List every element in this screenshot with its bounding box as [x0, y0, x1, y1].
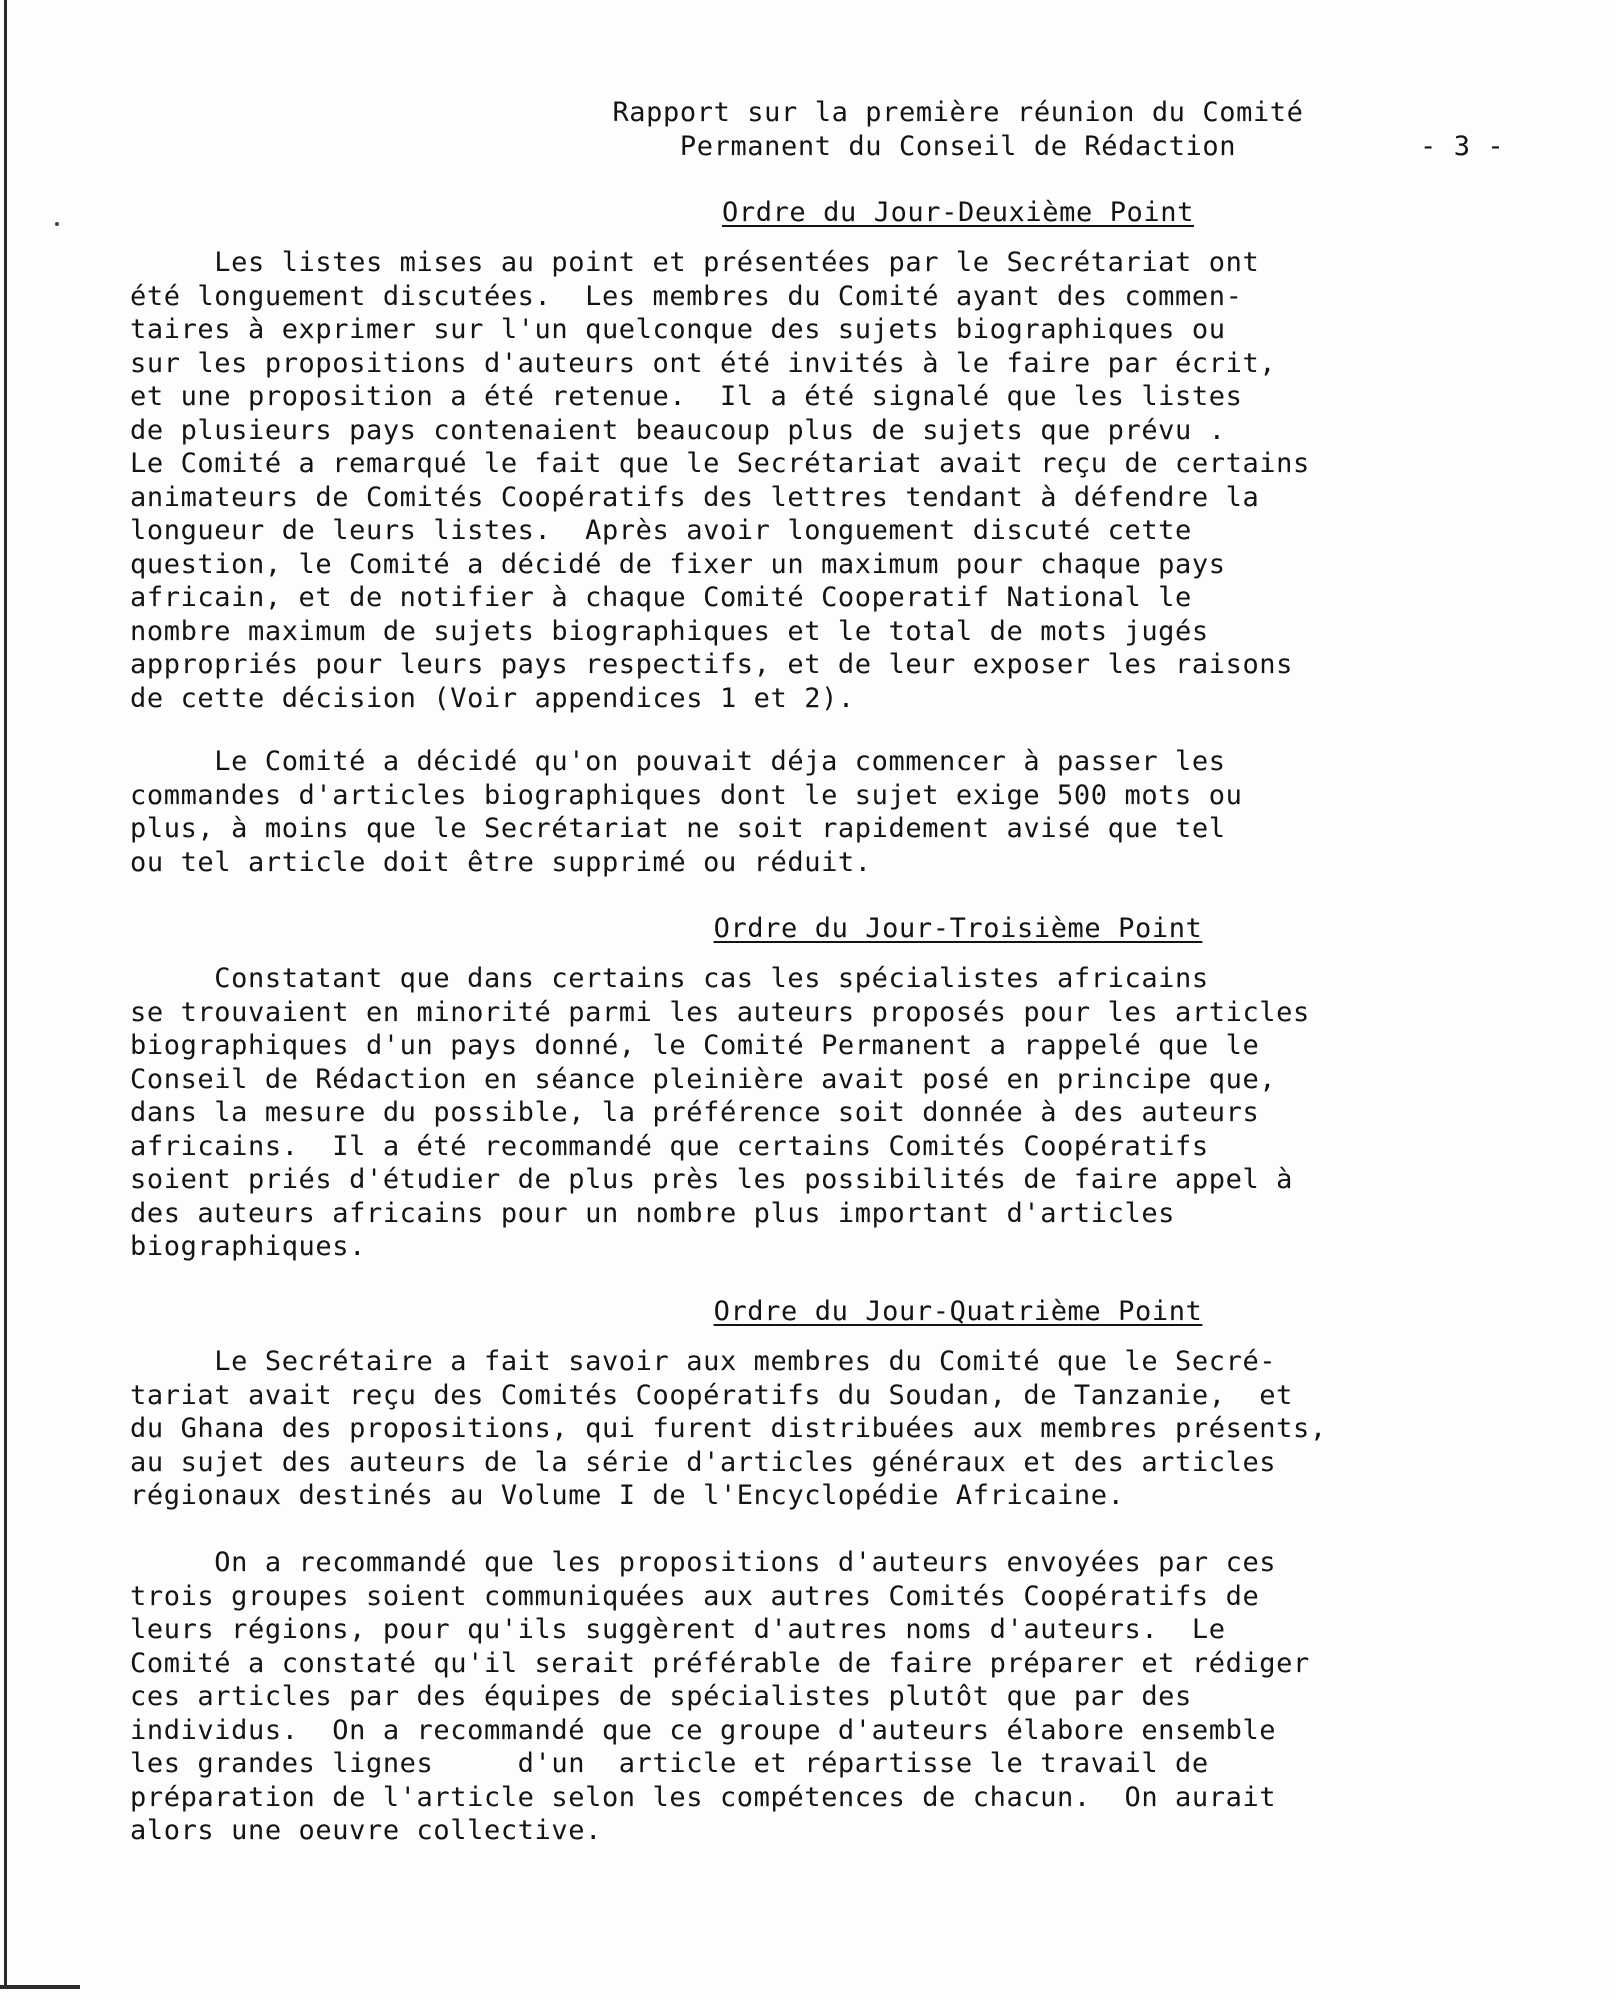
report-header	[548, 96, 1368, 163]
scan-speck	[55, 222, 59, 226]
text-line: trois groupes soient communiquées aux autres Comités Coopératifs de	[130, 1580, 1260, 1612]
text-line: longueur de leurs listes. Après avoir longuement discuté cette	[130, 515, 1192, 546]
paragraph-deuxieme-point-1	[130, 246, 1530, 715]
text-line: appropriés pour leurs pays respectifs, et de leur exposer les raisons	[130, 649, 1294, 680]
paragraph-deuxieme-point-2	[130, 745, 1530, 879]
text-line: question, le Comité a décidé de fixer un maximum pour chaque pays	[130, 548, 1226, 580]
text-line: Les listes mises au point et présentées par le Secrétariat ont	[130, 247, 1260, 278]
text-line: Conseil de Rédaction en séance pleinière avait posé en principe que,	[130, 1063, 1277, 1095]
text-line: de plusieurs pays contenaient beaucoup plus de sujets que prévu .	[130, 414, 1226, 446]
text-line: africain, et de notifier à chaque Comité Cooperatif National le	[130, 582, 1192, 613]
text-line: taires à exprimer sur l'un quelconque des sujets biographiques ou	[130, 314, 1226, 345]
text-line: africains. Il a été recommandé que certains Comités Coopératifs	[130, 1130, 1209, 1162]
text-line: les grandes lignes d'un article et répartisse le travail de	[130, 1748, 1209, 1779]
text-line: Le Secrétaire a fait savoir aux membres du Comité que le Secré-	[130, 1346, 1277, 1377]
scan-edge-rule	[4, 0, 7, 1985]
paragraph-troisieme-point-1	[130, 962, 1530, 1264]
text-line: animateurs de Comités Coopératifs des lettres tendant à défendre la	[130, 481, 1260, 513]
text-line: dans la mesure du possible, la préférence soit donnée à des auteurs	[130, 1097, 1260, 1128]
text-line: préparation de l'article selon les compétences de chacun. On aurait	[130, 1781, 1277, 1813]
text-line: régionaux destinés au Volume I de l'Encyclopédie Africaine.	[130, 1480, 1125, 1511]
text-line: biographiques.	[130, 1231, 366, 1262]
text-line: et une proposition a été retenue. Il a été signalé que les listes	[130, 381, 1243, 412]
section-heading-deuxieme-point: Ordre du Jour-Deuxième Point	[722, 197, 1194, 228]
text-line: sur les propositions d'auteurs ont été invités à le faire par écrit,	[130, 347, 1277, 379]
report-title-line-1: Rapport sur la première réunion du Comité	[612, 97, 1304, 128]
report-title-line-2: Permanent du Conseil de Rédaction	[679, 130, 1237, 162]
text-line: ces articles par des équipes de spécialistes plutôt que par des	[130, 1681, 1192, 1712]
text-line: ou tel article doit être supprimé ou réduit.	[130, 846, 872, 878]
text-line: nombre maximum de sujets biographiques et le total de mots jugés	[130, 615, 1209, 647]
text-line: individus. On a recommandé que ce groupe d'auteurs élabore ensemble	[130, 1714, 1277, 1746]
text-line: Constatant que dans certains cas les spécialistes africains	[130, 963, 1209, 994]
text-line: du Ghana des propositions, qui furent distribuées aux membres présents,	[130, 1413, 1327, 1444]
text-line: de cette décision (Voir appendices 1 et 2).	[130, 682, 855, 714]
text-line: Le Comité a remarqué le fait que le Secrétariat avait reçu de certains	[130, 448, 1310, 479]
paragraph-quatrieme-point-1	[130, 1345, 1530, 1513]
text-line: se trouvaient en minorité parmi les auteurs proposés pour les articles	[130, 996, 1310, 1028]
section-heading-quatrieme-point: Ordre du Jour-Quatrième Point	[713, 1296, 1203, 1327]
text-line: Le Comité a décidé qu'on pouvait déja commencer à passer les	[130, 746, 1226, 777]
text-line: alors une oeuvre collective.	[130, 1815, 602, 1846]
text-line: leurs régions, pour qu'ils suggèrent d'autres noms d'auteurs. Le	[130, 1614, 1226, 1645]
text-line: au sujet des auteurs de la série d'articles généraux et des articles	[130, 1446, 1277, 1478]
text-line: biographiques d'un pays donné, le Comité Permanent a rappelé que le	[130, 1030, 1260, 1061]
text-line: tariat avait reçu des Comités Coopératifs du Soudan, de Tanzanie, et	[130, 1379, 1294, 1411]
paragraph-quatrieme-point-2	[130, 1546, 1530, 1848]
page-number: - 3 -	[1420, 131, 1505, 162]
text-line: On a recommandé que les propositions d'auteurs envoyées par ces	[130, 1547, 1277, 1578]
text-line: plus, à moins que le Secrétariat ne soit rapidement avisé que tel	[130, 813, 1226, 844]
text-line: été longuement discutées. Les membres du Comité ayant des commen-	[130, 280, 1243, 312]
section-heading-troisieme-point: Ordre du Jour-Troisième Point	[713, 913, 1203, 944]
scan-bottom-mark	[0, 1985, 80, 1989]
text-line: commandes d'articles biographiques dont le sujet exige 500 mots ou	[130, 779, 1243, 811]
text-line: des auteurs africains pour un nombre plus important d'articles	[130, 1197, 1176, 1229]
text-line: Comité a constaté qu'il serait préférable de faire préparer et rédiger	[130, 1647, 1310, 1679]
text-line: soient priés d'étudier de plus près les possibilités de faire appel à	[130, 1164, 1294, 1195]
